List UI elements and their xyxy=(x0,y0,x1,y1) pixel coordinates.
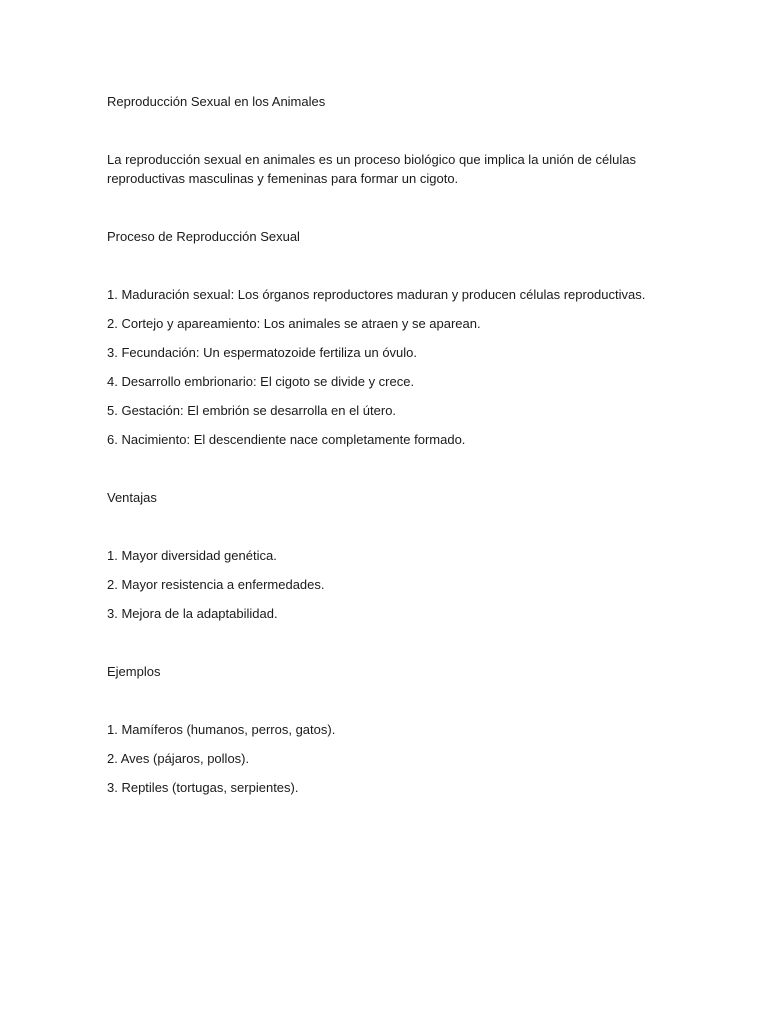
section-heading-ventajas: Ventajas xyxy=(107,490,157,505)
list-item: 2. Aves (pájaros, pollos). xyxy=(107,751,250,766)
list-item: 3. Fecundación: Un espermatozoide fertiliza un óvulo. xyxy=(107,345,418,360)
list-item: 3. Mejora de la adaptabilidad. xyxy=(107,606,278,621)
section-heading-ejemplos: Ejemplos xyxy=(107,664,161,679)
list-item: 1. Mamíferos (humanos, perros, gatos). xyxy=(107,722,336,737)
list-item: 3. Reptiles (tortugas, serpientes). xyxy=(107,780,299,795)
list-item: 4. Desarrollo embrionario: El cigoto se divide y crece. xyxy=(107,374,415,389)
list-item: 1. Maduración sexual: Los órganos reproductores maduran y producen células reproductivas. xyxy=(107,287,646,302)
list-item: 2. Cortejo y apareamiento: Los animales se atraen y se aparean. xyxy=(107,316,481,331)
list-item: 6. Nacimiento: El descendiente nace completamente formado. xyxy=(107,432,466,447)
list-item: 5. Gestación: El embrión se desarrolla en el útero. xyxy=(107,403,397,418)
section-heading-proceso: Proceso de Reproducción Sexual xyxy=(107,229,300,244)
document-title: Reproducción Sexual en los Animales xyxy=(107,94,326,109)
document-body xyxy=(107,92,667,797)
intro-paragraph: La reproducción sexual en animales es un proceso biológico que implica la unión de células reproductivas masculinas y femeninas para formar un cigoto. xyxy=(107,152,636,186)
list-item: 1. Mayor diversidad genética. xyxy=(107,548,277,563)
list-item: 2. Mayor resistencia a enfermedades. xyxy=(107,577,325,592)
